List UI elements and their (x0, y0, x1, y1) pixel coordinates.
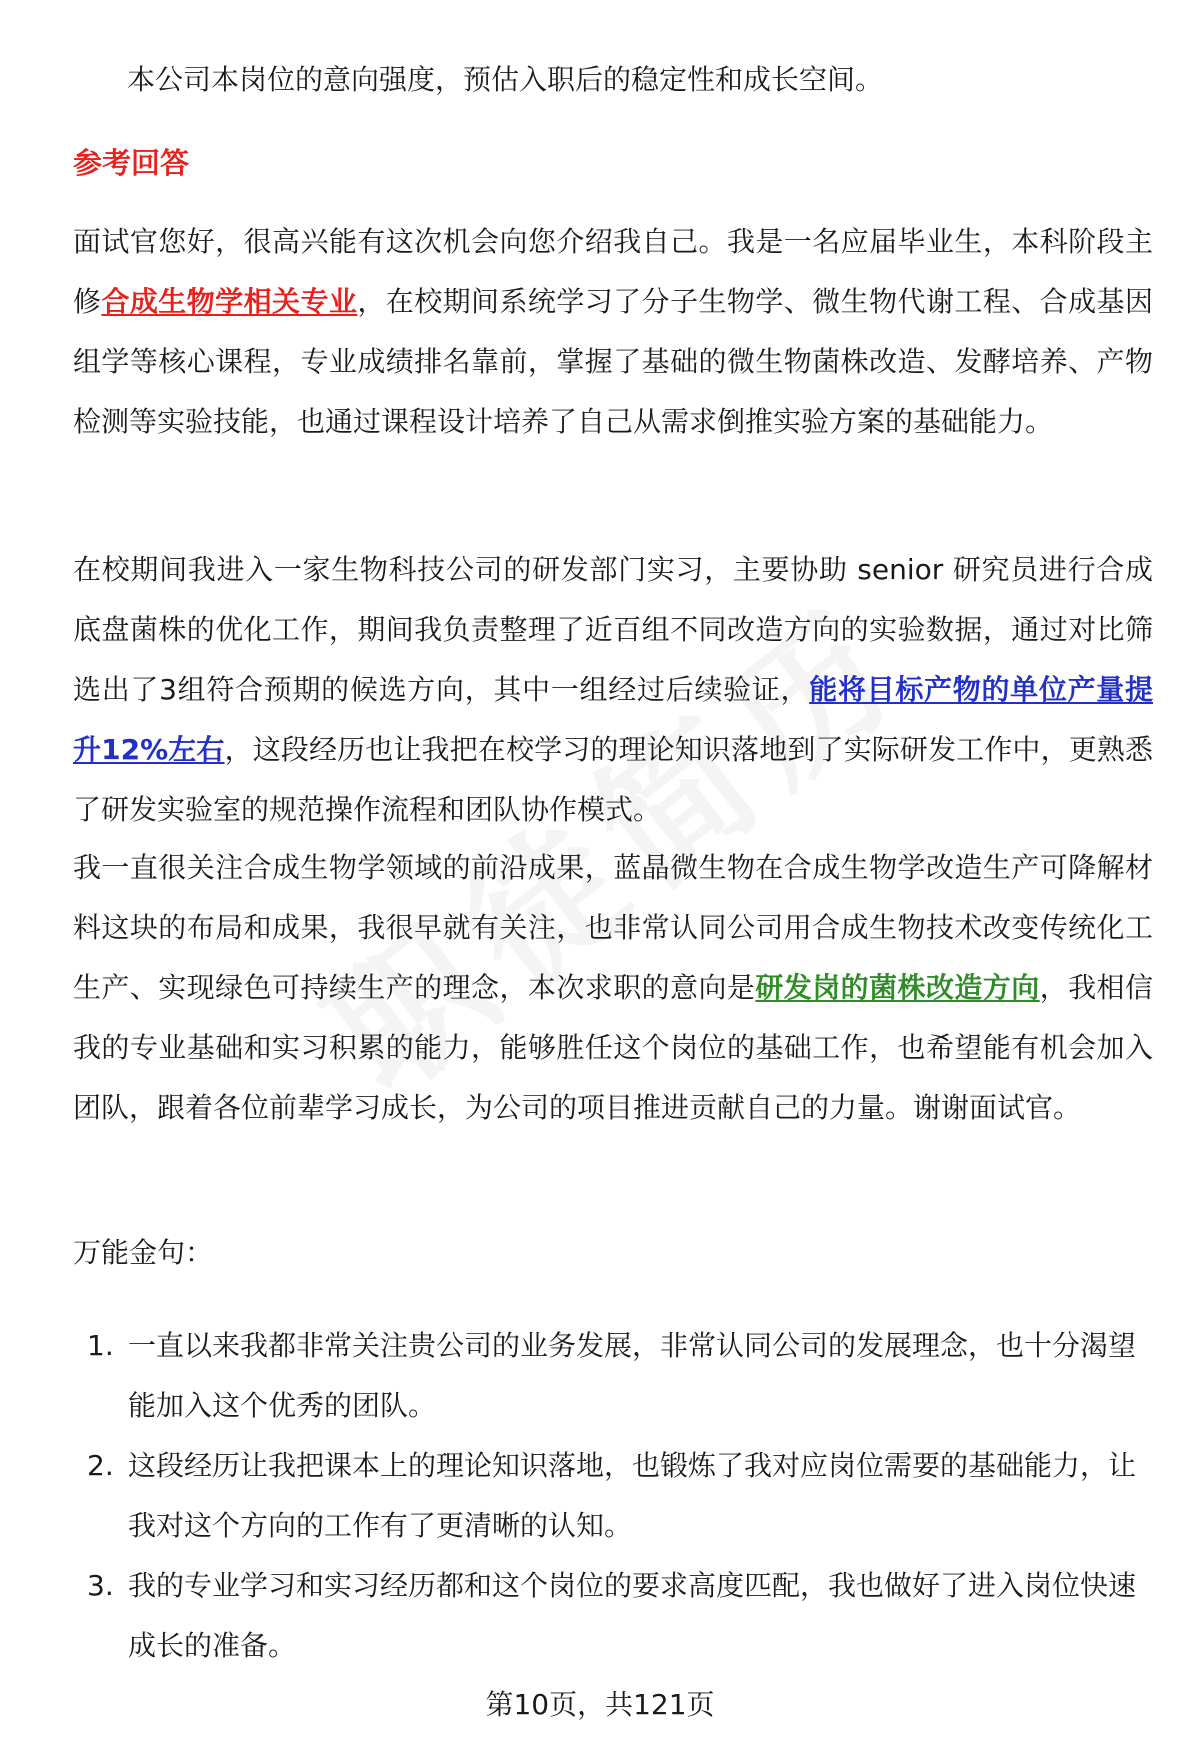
highlight-position: 研发岗的菌株改造方向 (755, 971, 1040, 1004)
list-item-text: 一直以来我都非常关注贵公司的业务发展，非常认同公司的发展理念，也十分渴望能加入这个优秀的团队。 (128, 1329, 1137, 1422)
list-item (73, 1316, 1153, 1436)
list-number: 2. (87, 1449, 114, 1482)
paragraph-text: ，这段经历也让我把在校学习的理论知识落地到了实际研发工作中，更熟悉了研发实验室的规范操作流程和团队协作模式。 (73, 733, 1153, 826)
paragraph-text: 我一直很关注合成生物学领域的前沿成果，蓝晶微生物在合成生物学改造生产可降解材料这块的布局和成果，我很早就有关注，也非常认同公司用合成生物技术改变传统化工生产、实现绿色可持续生产的理念，本次求职的意向是 (73, 851, 1153, 1004)
paragraph-text: 面试官您好，很高兴能有这次机会向您介绍我自己。我是一名应届毕业生，本科阶段主修 (73, 225, 1153, 318)
list-item-text: 我的专业学习和实习经历都和这个岗位的要求高度匹配，我也做好了进入岗位快速成长的准备。 (128, 1569, 1137, 1662)
paragraph-text: ，在校期间系统学习了分子生物学、微生物代谢工程、合成基因组学等核心课程，专业成绩排名靠前，掌握了基础的微生物菌株改造、发酵培养、产物检测等实验技能，也通过课程设计培养了自己从需求倒推实验方案的基础能力。 (73, 285, 1153, 438)
highlight-achievement: 能将目标产物的单位产量提升12%左右 (73, 673, 1153, 766)
golden-sentences-list (73, 1316, 1153, 1676)
paragraph-education (73, 212, 1153, 452)
list-item (73, 1436, 1153, 1556)
list-item-text: 这段经历让我把课本上的理论知识落地，也锻炼了我对应岗位需要的基础能力，让我对这个方向的工作有了更清晰的认知。 (128, 1449, 1137, 1542)
paragraph-motivation (73, 838, 1153, 1138)
list-number: 1. (87, 1329, 114, 1362)
intro-text: 本公司本岗位的意向强度，预估入职后的稳定性和成长空间。 (127, 63, 884, 96)
page-footer: 第10页，共121页 (485, 1688, 715, 1721)
paragraph-internship (73, 540, 1153, 840)
list-item (73, 1556, 1153, 1676)
list-label: 万能金句： (73, 1236, 214, 1269)
section-heading: 参考回答 (73, 146, 190, 180)
highlight-major: 合成生物学相关专业 (101, 285, 358, 318)
paragraph-text: ，我相信我的专业基础和实习积累的能力，能够胜任这个岗位的基础工作，也希望能有机会加入团队，跟着各位前辈学习成长，为公司的项目推进贡献自己的力量。谢谢面试官。 (73, 971, 1153, 1124)
paragraph-text: 在校期间我进入一家生物科技公司的研发部门实习，主要协助 senior 研究员进行合成底盘菌株的优化工作，期间我负责整理了近百组不同改造方向的实验数据，通过对比筛选出了3组符合预期的候选方向，其中一组经过后续验证， (73, 553, 1153, 706)
list-number: 3. (87, 1569, 114, 1602)
